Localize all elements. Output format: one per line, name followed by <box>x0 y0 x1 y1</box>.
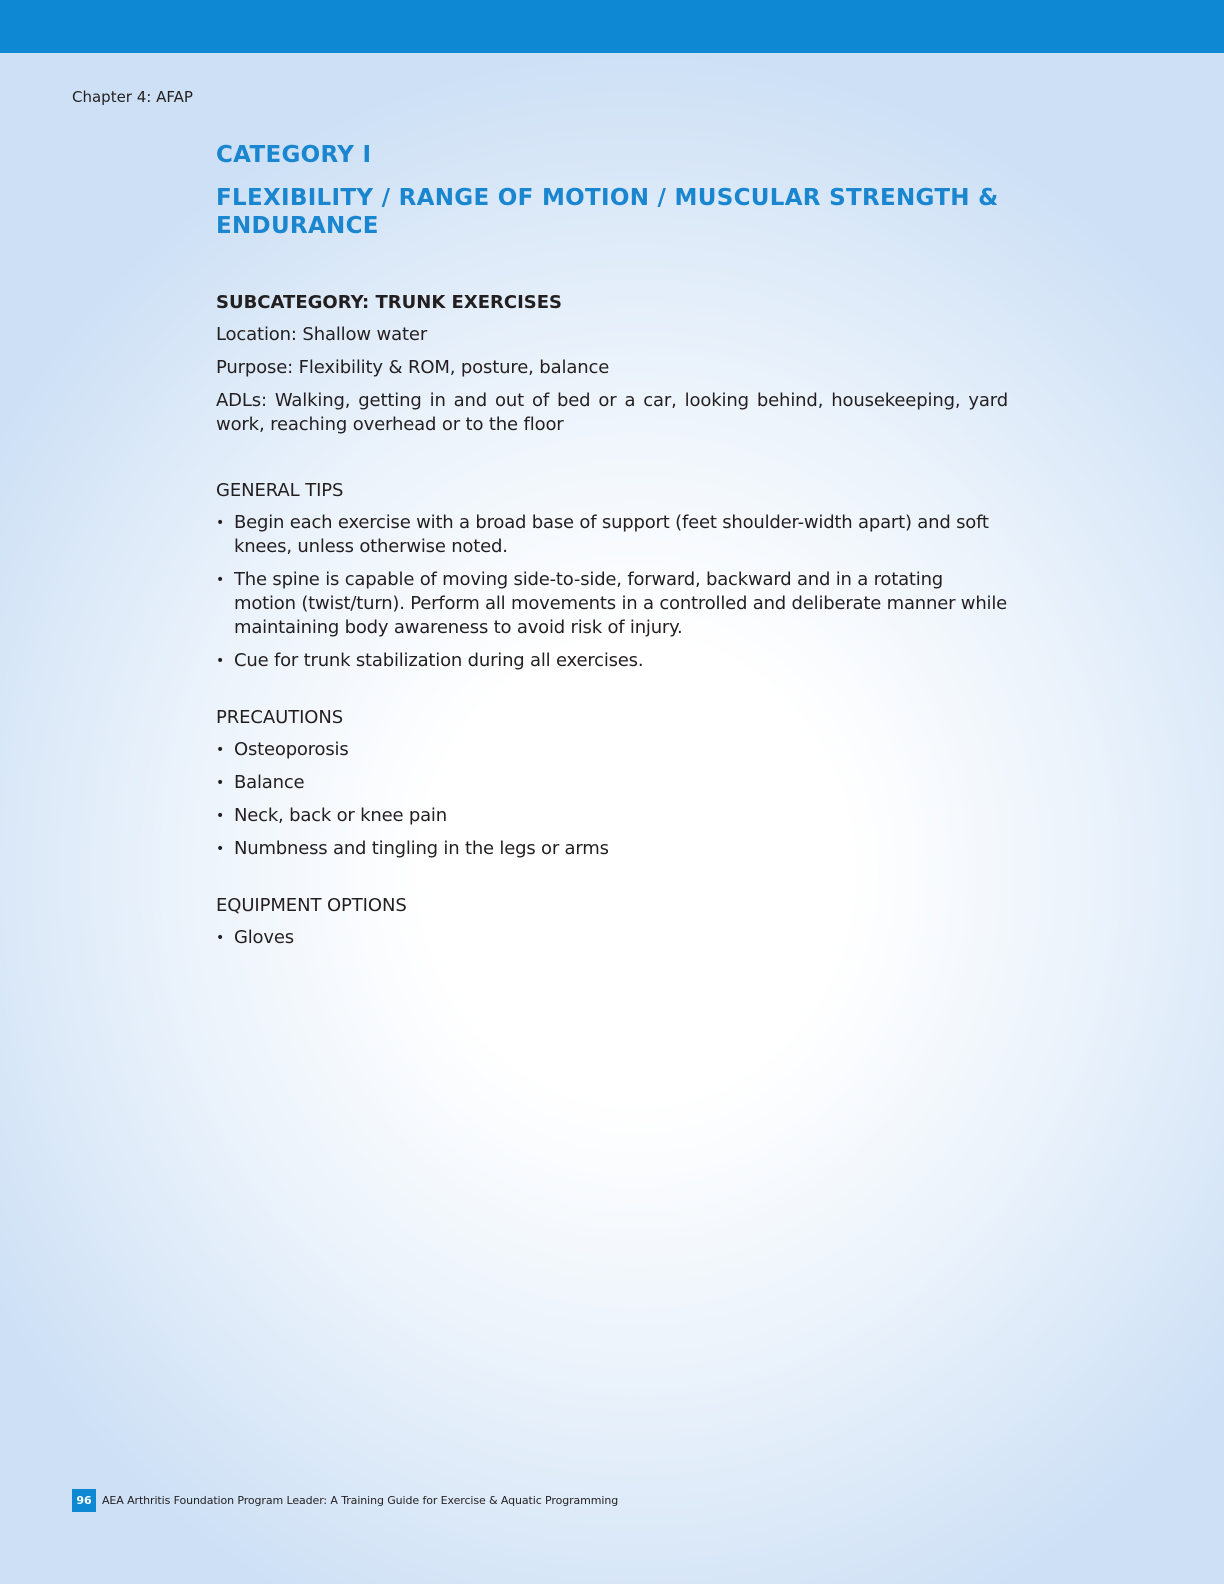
list-item <box>216 926 1008 950</box>
list-item <box>216 511 1008 559</box>
list-item <box>216 649 1008 673</box>
page-footer <box>72 1489 618 1511</box>
bullet-icon: • <box>216 841 225 857</box>
page-number: 96 <box>72 1489 96 1512</box>
list-item-text: The spine is capable of moving side-to-side, forward, backward and in a rotating motion (twist/turn). Perform all movements in a controlled and deliberate manner while maintaining body awareness to avoid risk of injury. <box>234 569 1008 638</box>
list-item <box>216 837 1008 861</box>
category-label: CATEGORY I <box>216 142 372 168</box>
bullet-icon: • <box>216 653 225 669</box>
adls-text: ADLs: Walking, getting in and out of bed or a car, looking behind, housekeeping, yard work, reaching overhead or to the floor <box>216 390 1008 435</box>
category-title: FLEXIBILITY / RANGE OF MOTION / MUSCULAR STRENGTH & ENDURANCE <box>216 185 999 239</box>
bullet-icon: • <box>216 515 225 531</box>
bullet-icon: • <box>216 808 225 824</box>
equipment-heading: EQUIPMENT OPTIONS <box>216 895 407 916</box>
general-tips-list <box>216 511 1008 673</box>
list-item <box>216 771 1008 795</box>
list-item-text: Neck, back or knee pain <box>234 805 447 826</box>
general-tips-heading: GENERAL TIPS <box>216 480 344 501</box>
list-item <box>216 804 1008 828</box>
bullet-icon: • <box>216 572 225 588</box>
list-item-text: Cue for trunk stabilization during all exercises. <box>234 650 644 671</box>
list-item-text: Osteoporosis <box>234 739 349 760</box>
bullet-icon: • <box>216 742 225 758</box>
bullet-icon: • <box>216 775 225 791</box>
chapter-label: Chapter 4: AFAP <box>72 88 193 106</box>
precautions-heading: PRECAUTIONS <box>216 707 344 728</box>
footer-title: AEA Arthritis Foundation Program Leader: A Training Guide for Exercise & Aquatic Programming <box>102 1493 619 1507</box>
subcategory-heading: SUBCATEGORY: TRUNK EXERCISES <box>216 292 562 313</box>
bullet-icon: • <box>216 930 225 946</box>
main-content <box>216 140 1008 959</box>
list-item-text: Numbness and tingling in the legs or arms <box>234 838 609 859</box>
purpose-text: Purpose: Flexibility & ROM, posture, balance <box>216 357 610 378</box>
list-item <box>216 568 1008 640</box>
top-header-bar <box>0 0 1224 53</box>
equipment-list <box>216 926 1008 950</box>
precautions-list <box>216 738 1008 861</box>
list-item-text: Gloves <box>234 927 294 948</box>
list-item-text: Begin each exercise with a broad base of support (feet shoulder-width apart) and soft knees, unless otherwise noted. <box>234 512 989 557</box>
list-item <box>216 738 1008 762</box>
list-item-text: Balance <box>234 772 305 793</box>
location-text: Location: Shallow water <box>216 324 428 345</box>
